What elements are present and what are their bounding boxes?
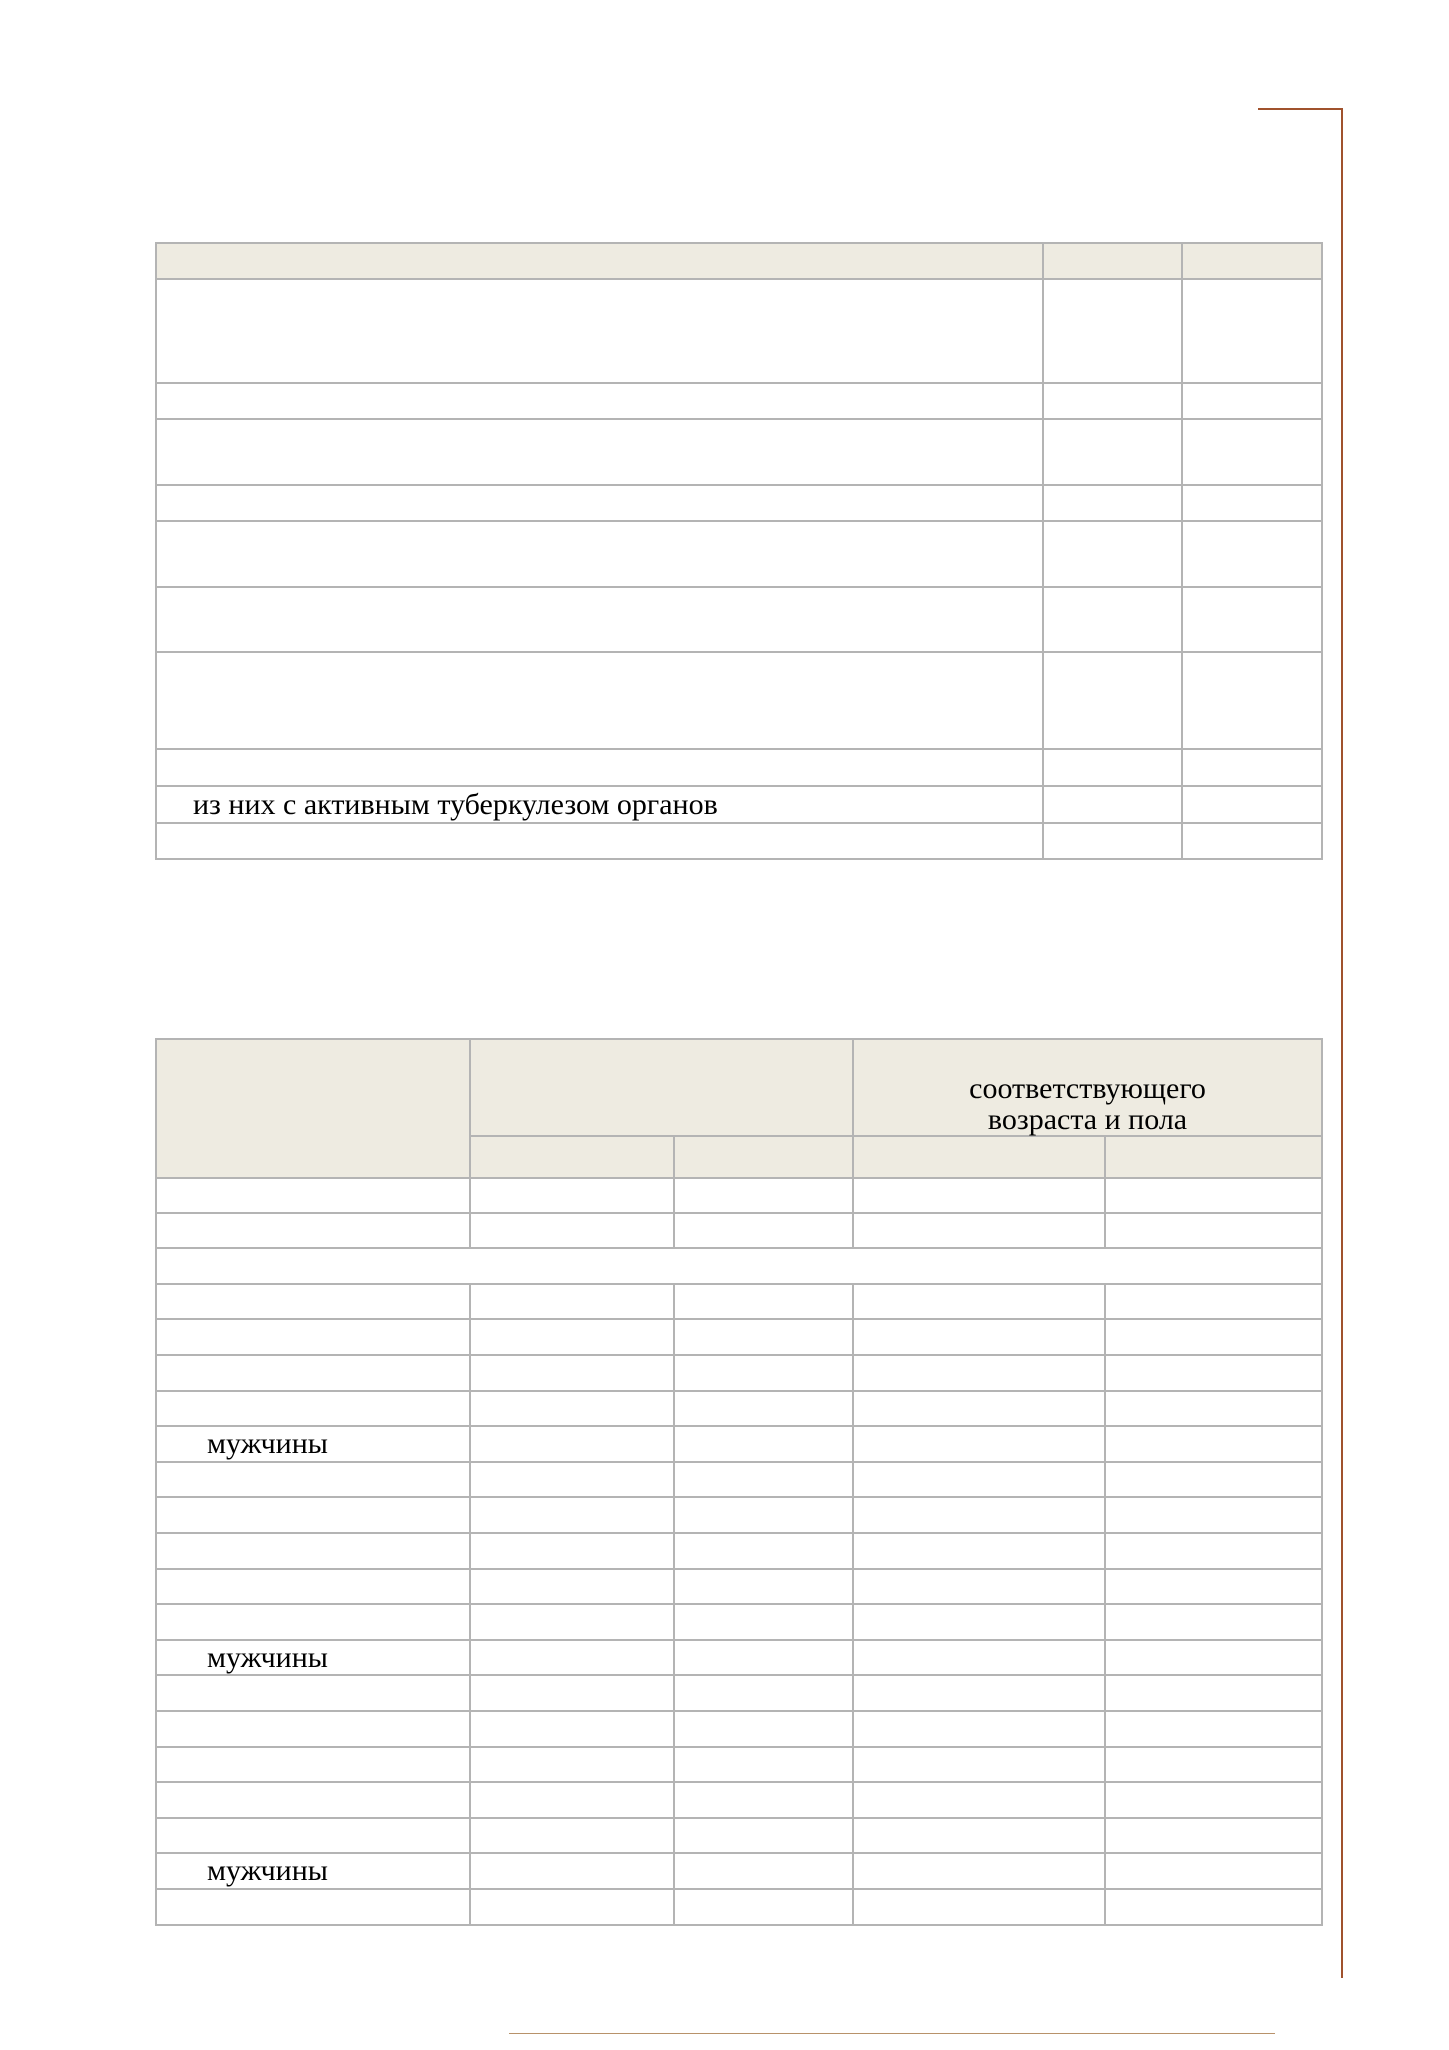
table-cell — [853, 1497, 1105, 1533]
margin-rule-right — [1341, 108, 1343, 1978]
table-row — [156, 1675, 1322, 1711]
table-2-subheader-cell — [674, 1136, 853, 1178]
table-cell — [1105, 1533, 1322, 1569]
table-row — [156, 279, 1322, 383]
table-2-subheader-cell — [853, 1136, 1105, 1178]
table-cell — [1043, 485, 1182, 521]
row-label — [156, 1213, 470, 1248]
row-label: мужчины — [156, 1640, 470, 1675]
table-cell — [1105, 1818, 1322, 1853]
table-cell — [853, 1319, 1105, 1355]
table-cell — [853, 1640, 1105, 1675]
row-label — [156, 521, 1043, 587]
row-label — [156, 749, 1043, 786]
table-cell — [853, 1675, 1105, 1711]
row-label — [156, 1747, 470, 1782]
table-cell — [1105, 1391, 1322, 1426]
table-cell — [1043, 786, 1182, 823]
table-cell — [853, 1818, 1105, 1853]
table-cell — [1043, 279, 1182, 383]
table-cell — [470, 1711, 674, 1747]
table-row — [156, 786, 1322, 823]
table-cell — [1105, 1213, 1322, 1248]
table-1 — [155, 242, 1323, 860]
table-cell — [674, 1213, 853, 1248]
table-cell — [1043, 587, 1182, 652]
table-row — [156, 1391, 1322, 1426]
table-cell — [853, 1426, 1105, 1462]
row-label — [156, 1889, 470, 1925]
table-row — [156, 652, 1322, 749]
table-cell — [470, 1818, 674, 1853]
table-cell — [674, 1426, 853, 1462]
table-cell — [674, 1497, 853, 1533]
row-label — [156, 1818, 470, 1853]
table-cell — [470, 1355, 674, 1391]
table-cell — [1105, 1853, 1322, 1889]
table-cell — [1182, 419, 1322, 485]
table-cell — [674, 1284, 853, 1319]
table-cell — [1182, 279, 1322, 383]
table-cell — [470, 1284, 674, 1319]
table-row — [156, 383, 1322, 419]
table-cell — [470, 1569, 674, 1604]
table-cell — [470, 1319, 674, 1355]
table-cell — [674, 1319, 853, 1355]
table-cell — [674, 1533, 853, 1569]
table-row — [156, 1462, 1322, 1497]
table-cell — [674, 1747, 853, 1782]
header-line: возраста и пола — [987, 1103, 1188, 1136]
table-cell — [674, 1889, 853, 1925]
table-cell — [1182, 786, 1322, 823]
table-1-header-cell — [1043, 243, 1182, 279]
table-2 — [155, 1038, 1323, 1926]
table-cell — [1105, 1782, 1322, 1818]
table-row — [156, 1604, 1322, 1640]
table-cell — [853, 1391, 1105, 1426]
table-cell — [470, 1640, 674, 1675]
table-section-row — [156, 1248, 1322, 1284]
table-cell — [674, 1604, 853, 1640]
table-cell — [1182, 652, 1322, 749]
table-cell — [1105, 1747, 1322, 1782]
margin-rule-top — [1258, 108, 1343, 110]
table-row — [156, 1818, 1322, 1853]
table-cell — [1043, 749, 1182, 786]
table-row — [156, 1178, 1322, 1213]
table-row — [156, 587, 1322, 652]
table-row — [156, 1889, 1322, 1925]
table-cell — [1105, 1497, 1322, 1533]
table-row — [156, 823, 1322, 859]
table-cell — [1105, 1178, 1322, 1213]
table-cell — [1105, 1426, 1322, 1462]
table-cell — [1105, 1675, 1322, 1711]
table-cell — [853, 1569, 1105, 1604]
table-cell — [470, 1178, 674, 1213]
table-row — [156, 1640, 1322, 1675]
table-cell — [674, 1640, 853, 1675]
table-cell — [674, 1462, 853, 1497]
table-cell — [674, 1818, 853, 1853]
table-cell — [853, 1604, 1105, 1640]
table-cell — [853, 1462, 1105, 1497]
table-row — [156, 1284, 1322, 1319]
row-label — [156, 587, 1043, 652]
table-cell — [674, 1853, 853, 1889]
table-cell — [470, 1675, 674, 1711]
table-row — [156, 1569, 1322, 1604]
table-cell — [674, 1675, 853, 1711]
footer-rule — [509, 2033, 1275, 2034]
table-1-header-row — [156, 243, 1322, 279]
row-label — [156, 1533, 470, 1569]
table-cell — [470, 1782, 674, 1818]
row-label — [156, 419, 1043, 485]
table-2-header-group-population — [853, 1039, 1322, 1136]
table-cell — [1105, 1355, 1322, 1391]
table-1-header-cell — [1182, 243, 1322, 279]
table-cell — [470, 1213, 674, 1248]
table-2-header-cell — [156, 1039, 470, 1178]
table-cell — [1105, 1889, 1322, 1925]
table-cell — [470, 1497, 674, 1533]
row-label — [156, 383, 1043, 419]
table-row — [156, 749, 1322, 786]
table-2-subheader-cell — [470, 1136, 674, 1178]
table-cell — [1043, 419, 1182, 485]
table-cell — [674, 1355, 853, 1391]
row-label — [156, 1319, 470, 1355]
row-label — [156, 1355, 470, 1391]
table-cell — [674, 1782, 853, 1818]
table-cell — [470, 1462, 674, 1497]
table-row — [156, 1853, 1322, 1889]
table-cell — [853, 1533, 1105, 1569]
table-row — [156, 1426, 1322, 1462]
table-row — [156, 419, 1322, 485]
row-label: мужчины — [156, 1853, 470, 1889]
table-cell — [853, 1889, 1105, 1925]
row-label — [156, 652, 1043, 749]
table-cell — [853, 1213, 1105, 1248]
table-cell — [470, 1426, 674, 1462]
table-cell — [1182, 521, 1322, 587]
row-label — [156, 1711, 470, 1747]
table-cell — [1182, 749, 1322, 786]
table-row — [156, 1497, 1322, 1533]
table-row — [156, 1711, 1322, 1747]
row-label — [156, 1675, 470, 1711]
table-cell — [1105, 1640, 1322, 1675]
row-label — [156, 279, 1043, 383]
row-label — [156, 1462, 470, 1497]
table-cell — [853, 1711, 1105, 1747]
row-label — [156, 1569, 470, 1604]
table-cell — [853, 1747, 1105, 1782]
table-cell — [674, 1178, 853, 1213]
table-cell — [1105, 1462, 1322, 1497]
table-2-header-row — [156, 1039, 1322, 1136]
table-cell — [470, 1747, 674, 1782]
table-row — [156, 1782, 1322, 1818]
table-cell — [1105, 1711, 1322, 1747]
row-label — [156, 1782, 470, 1818]
table-cell — [1105, 1284, 1322, 1319]
row-label — [156, 1497, 470, 1533]
table-cell — [1043, 652, 1182, 749]
table-cell — [470, 1604, 674, 1640]
table-row — [156, 1319, 1322, 1355]
row-label — [156, 485, 1043, 521]
table-row — [156, 1213, 1322, 1248]
table-1-header-cell — [156, 243, 1043, 279]
row-label: из них с активным туберкулезом органов — [156, 786, 1043, 823]
table-cell — [1182, 587, 1322, 652]
table-cell — [853, 1355, 1105, 1391]
row-label: мужчины — [156, 1426, 470, 1462]
table-2-subheader-cell — [1105, 1136, 1322, 1178]
table-cell — [853, 1782, 1105, 1818]
table-row — [156, 521, 1322, 587]
table-cell — [674, 1711, 853, 1747]
table-row — [156, 485, 1322, 521]
table-cell — [853, 1853, 1105, 1889]
row-label — [156, 1391, 470, 1426]
table-cell — [1182, 485, 1322, 521]
table-cell — [1043, 383, 1182, 419]
section-label — [156, 1248, 1322, 1284]
table-cell — [1105, 1604, 1322, 1640]
row-label — [156, 1284, 470, 1319]
table-cell — [674, 1569, 853, 1604]
table-row — [156, 1355, 1322, 1391]
table-row — [156, 1747, 1322, 1782]
table-cell — [1182, 823, 1322, 859]
table-cell — [1105, 1319, 1322, 1355]
row-label — [156, 823, 1043, 859]
table-cell — [470, 1533, 674, 1569]
row-label — [156, 1178, 470, 1213]
table-cell — [1043, 823, 1182, 859]
table-row — [156, 1533, 1322, 1569]
table-cell — [674, 1391, 853, 1426]
table-cell — [853, 1284, 1105, 1319]
table-cell — [1105, 1569, 1322, 1604]
table-2-header-group — [470, 1039, 853, 1136]
table-cell — [470, 1391, 674, 1426]
row-label — [156, 1604, 470, 1640]
table-cell — [470, 1853, 674, 1889]
header-line: соответствующего — [969, 1072, 1206, 1105]
table-cell — [1182, 383, 1322, 419]
table-cell — [470, 1889, 674, 1925]
table-cell — [1043, 521, 1182, 587]
table-cell — [853, 1178, 1105, 1213]
